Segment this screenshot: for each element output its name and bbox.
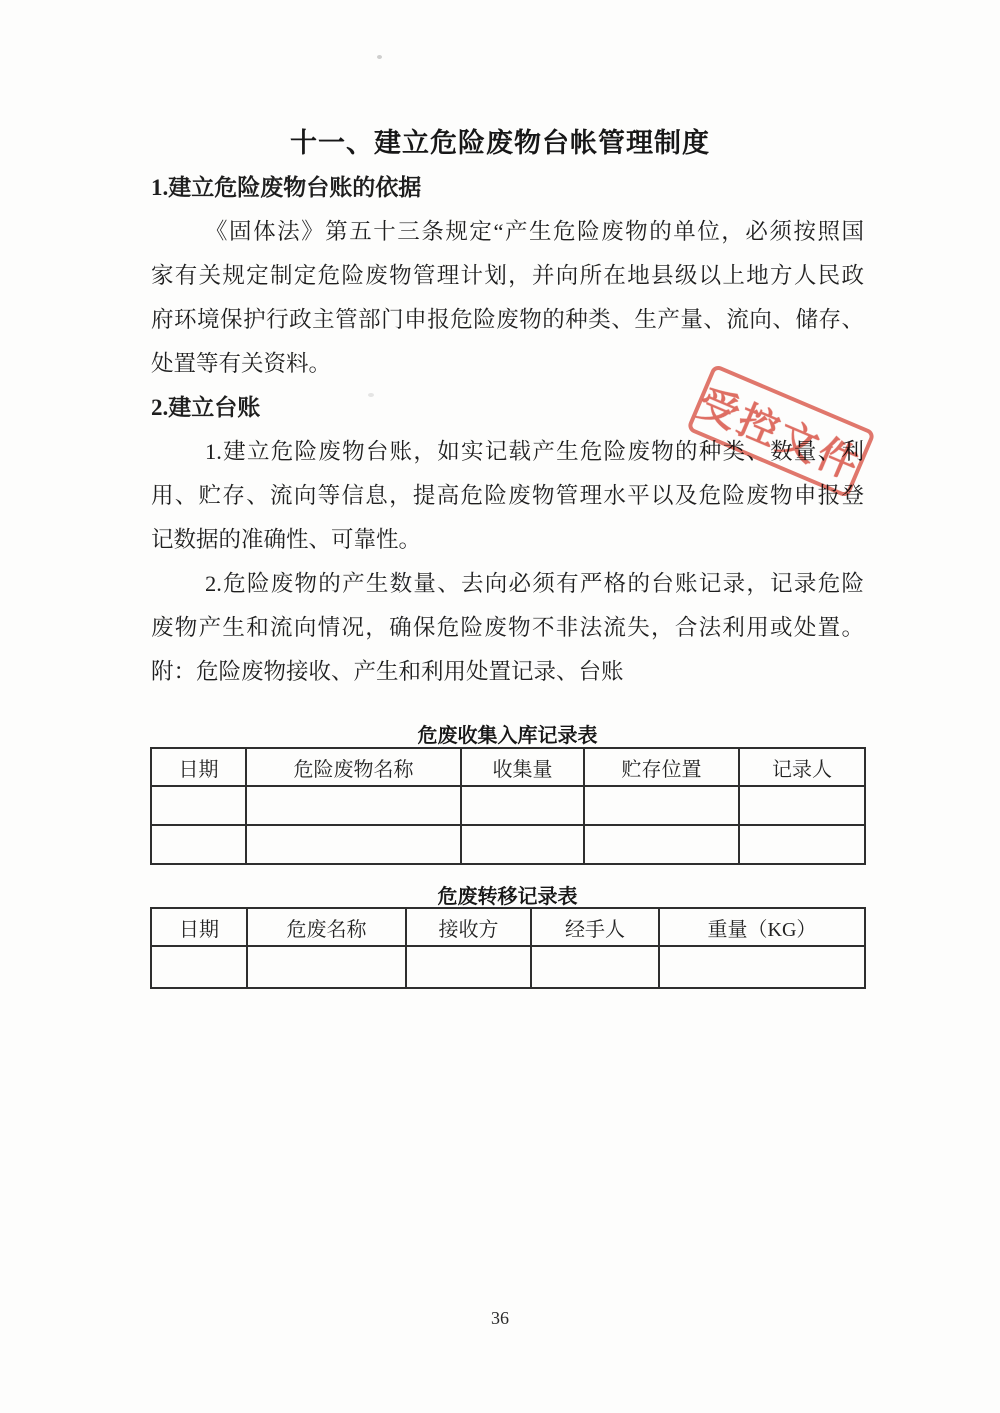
- table-row: [151, 946, 865, 988]
- column-header-location: 贮存位置: [584, 748, 739, 786]
- table-header-row: [151, 908, 865, 946]
- table-header-row: [151, 748, 865, 786]
- column-header-wastename: 危废名称: [247, 908, 406, 946]
- column-header-date: 日期: [151, 908, 247, 946]
- empty-cell: [584, 825, 739, 864]
- waste-transfer-record-table: [150, 907, 866, 989]
- table-row: [151, 786, 865, 825]
- paragraph-1-line-3: 府环境保护行政主管部门申报危险废物的种类、生产量、流向、储存、: [151, 307, 864, 332]
- column-header-quantity: 收集量: [461, 748, 584, 786]
- empty-cell: [246, 825, 461, 864]
- section-2-heading: 2.建立台账: [151, 395, 261, 420]
- paragraph-1-line-1: 《固体法》第五十三条规定“产生危险废物的单位，必须按照国: [205, 219, 864, 244]
- column-header-recorder: 记录人: [739, 748, 865, 786]
- column-header-handler: 经手人: [531, 908, 659, 946]
- column-header-wastename: 危险废物名称: [246, 748, 461, 786]
- empty-cell: [584, 786, 739, 825]
- stamp-text: 受控文件: [691, 379, 868, 489]
- paragraph-1-line-4: 处置等有关资料。: [151, 351, 332, 376]
- table-row: [151, 825, 865, 864]
- empty-cell: [151, 825, 246, 864]
- empty-cell: [151, 946, 247, 988]
- paragraph-2-line-1: 1.建立危险废物台账，如实记载产生危险废物的种类、数量、利: [205, 439, 864, 464]
- collection-table-title: 危废收集入库记录表: [417, 725, 598, 747]
- empty-cell: [461, 786, 584, 825]
- paragraph-2-line-2: 用、贮存、流向等信息，提高危险废物管理水平以及危险废物申报登: [151, 483, 864, 508]
- empty-cell: [246, 786, 461, 825]
- scan-speckle: [377, 55, 382, 59]
- attachment-note: 附：危险废物接收、产生和利用处置记录、台账: [151, 659, 624, 684]
- empty-cell: [531, 946, 659, 988]
- section-1-heading: 1.建立危险废物台账的依据: [151, 175, 422, 200]
- column-header-date: 日期: [151, 748, 246, 786]
- empty-cell: [406, 946, 531, 988]
- column-header-weight: 重量（KG）: [659, 908, 865, 946]
- page-number: 36: [491, 1308, 509, 1328]
- paragraph-3-line-2: 废物产生和流向情况，确保危险废物不非法流失，合法利用或处置。: [151, 615, 864, 640]
- waste-collection-record-table: [150, 747, 866, 865]
- empty-cell: [461, 825, 584, 864]
- paragraph-1-line-2: 家有关规定制定危险废物管理计划，并向所在地县级以上地方人民政: [151, 263, 864, 288]
- empty-cell: [739, 825, 865, 864]
- empty-cell: [739, 786, 865, 825]
- empty-cell: [151, 786, 246, 825]
- empty-cell: [247, 946, 406, 988]
- empty-cell: [659, 946, 865, 988]
- paragraph-3-line-1: 2.危险废物的产生数量、去向必须有严格的台账记录，记录危险: [205, 571, 864, 596]
- column-header-receiver: 接收方: [406, 908, 531, 946]
- page-title: 十一、建立危险废物台帐管理制度: [290, 128, 710, 158]
- transfer-table-title: 危废转移记录表: [437, 886, 578, 908]
- paragraph-2-line-3: 记数据的准确性、可靠性。: [151, 527, 422, 552]
